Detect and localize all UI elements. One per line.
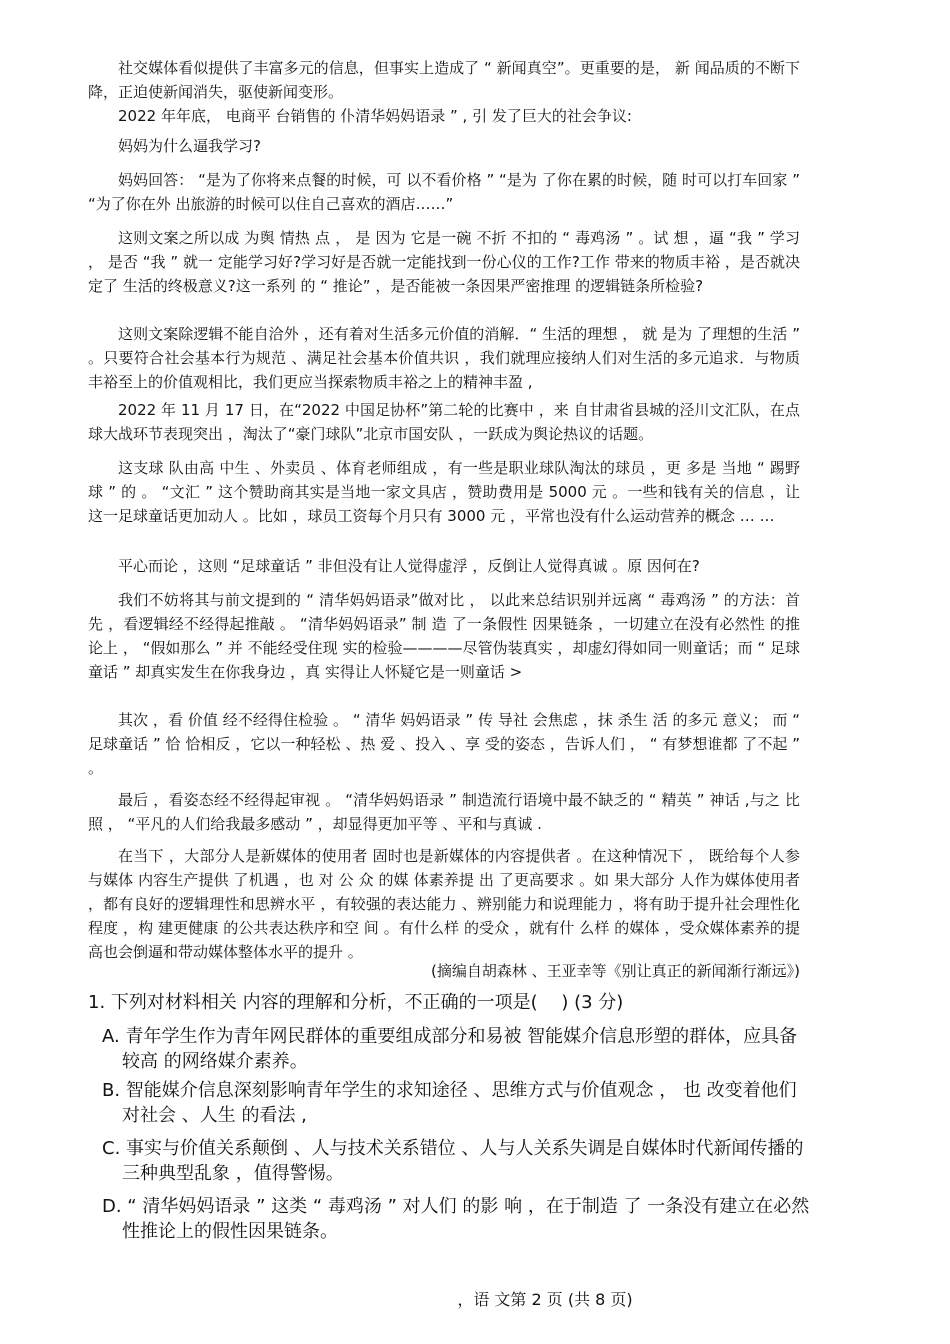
paragraph-3: 妈妈为什么逼我学习? <box>118 137 261 155</box>
paragraph-7: 2022 年 11 月 17 日，在“2022 中国足协杯”第二轮的比赛中 ，来 自甘肃省县城的泾川文汇队，在点球大战环节表现突出 ，淘汰了“豪门球队”北京市国安队 ，一跃成为舆论热议的话题。 <box>88 401 800 443</box>
option-a[interactable]: A. 青年学生作为青年网民群体的重要组成部分和易被 智能媒介信息形塑的群体，应具备较高 的网络媒介素养。 <box>102 1026 798 1072</box>
paragraph-8: 这支球 队由高 中生 、外卖员 、体育老师组成 ，有一些是职业球队淘汰的球员 ，更 多是 当地 “ 踢野球 ” 的 。 “文汇 ” 这个赞助商其实是当地一家文具店 ，赞助费用是 5000 元 。一些和钱有关的信息 ，让这一足球童话更加动人 。比如 ，球员工资每个月只有 3000 元 ，平常也没有什么运动营养的概念 … … <box>88 459 800 525</box>
paragraph-4: 妈妈回答： “是为了你将来点餐的时候，可 以不看价格 ” “是为 了你在累的时候，随 时可以打车回家 ” “为了你在外 出旅游的时候可以住自己喜欢的酒店……” <box>88 171 800 213</box>
option-d[interactable]: D. “ 清华妈妈语录 ” 这类 “ 毒鸡汤 ” 对人们 的影 响 ，在于制造 了 一条没有建立在必然性推论上的假性因果链条。 <box>102 1196 810 1242</box>
paragraph-13: 在当下 ，大部分人是新媒体的使用者 固时也是新媒体的内容提供者 。在这种情况下 ， 既给每个人参与媒体 内容生产提供 了机遇 ，也 对 公 众 的媒 体素养提 出 了更高要求 。如 果大部分 人作为媒体使用者 ，都有良好的逻辑理性和思辨水平 ，有较强的表达能力 、辨别能力和说理能力 ，将有助于提升社会理性化程度 ，构 建更健康 的公共表达秩序和空 间 。有什么样 的受众 ，就有什 么样 的媒体 ，受众媒体素养的提高也会倒逼和带动媒体整体水平的提升 。 <box>88 847 800 961</box>
paragraph-9: 平心而论 ，这则 “足球童话 ” 非但没有让人觉得虚浮 ，反倒让人觉得真诚 。原 因何在? <box>118 557 700 575</box>
option-c[interactable]: C. 事实与价值关系颠倒 、人与技术关系错位 、人与人关系失调是自媒体时代新闻传播的三种典型乱象 ，值得警惕。 <box>102 1138 804 1184</box>
paragraph-12: 最后 ，看姿态经不经得起审视 。 “清华妈妈语录 ” 制造流行语境中最不缺乏的 “ 精英 ” 神话 ,与之 比照 ， “平凡的人们给我最多感动 ” ，却显得更加平等 、平和与真诚 . <box>88 791 800 833</box>
page-footer: ，语 文第 2 页 (共 8 页) <box>457 1290 633 1309</box>
paragraph-10: 我们不妨将其与前文提到的 “ 清华妈妈语录”做对比 ， 以此来总结识别并远离 “ 毒鸡汤 ” 的方法：首先 ，看逻辑经不经得起推敲 。 “清华妈妈语录” 制 造 了一条假性 因果链条 ，一切建立在没有必然性 的推论上 ， “假如那么 ” 并 不能经受住现 实的检验————尽管伪装真实 ，却虚幻得如同一则童话；而 “ 足球童话 ” 却真实发生在你我身边 ，真 实得让人怀疑它是一则童话 > <box>88 591 800 681</box>
question-stem: 1. 下列对材料相关 内容的理解和分析，不正确的一项是( ) (3 分) <box>88 992 624 1013</box>
option-b[interactable]: B. 智能媒介信息深刻影响青年学生的求知途径 、思维方式与价值观念 ， 也 改变着他们对社会 、人生 的看法 , <box>102 1080 797 1126</box>
paragraph-5: 这则文案之所以成 为舆 情热 点 ， 是 因为 它是一碗 不折 不扣的 “ 毒鸡汤 ” 。试 想 ，逼 “我 ” 学习 ， 是否 “我 ” 就一 定能学习好?学习好是否就一定能找到一份心仪的工作?工作 带来的物质丰裕 ，是否就决定了 生活的终极意义?这一系列 的 “ 推论” ，是否能被一条因果严密推理 的逻辑链条所检验? <box>88 229 800 295</box>
paragraph-2: 2022 年年底， 电商平 台销售的 仆清华妈妈语录 ” , 引 发了巨大的社会争议: <box>118 107 632 125</box>
paragraph-6: 这则文案除逻辑不能自洽外 ，还有着对生活多元价值的消解．“ 生活的理想 ， 就 是为 了理想的生活 ” 。只要符合社会基本行为规范 、满足社会基本价值共识 ，我们就理应接纳人们对生活的多元追求．与物质丰裕至上的价值观相比，我们更应当探索物质丰裕之上的精神丰盈 , <box>88 325 800 391</box>
paragraph-1: 社交媒体看似提供了丰富多元的信息，但事实上造成了 “ 新闻真空”。更重要的是， 新 闻品质的不断下降，正迫使新闻消失，驱使新闻变形。 <box>88 59 800 101</box>
source-citation: (摘编自胡森林 、王亚幸等《别让真正的新闻渐行渐远》) <box>431 962 800 980</box>
paragraph-11: 其次 ，看 价值 经不经得住检验 。 “ 清华 妈妈语录 ” 传 导社 会焦虑 ，抹 杀生 活 的多元 意义； 而 “ 足球童话 ” 恰 恰相反 ，它以一种轻松 、热 爱 、投入 、享 受的姿态 ，告诉人们 ， “ 有梦想谁都 了不起 ” 。 <box>88 711 800 777</box>
